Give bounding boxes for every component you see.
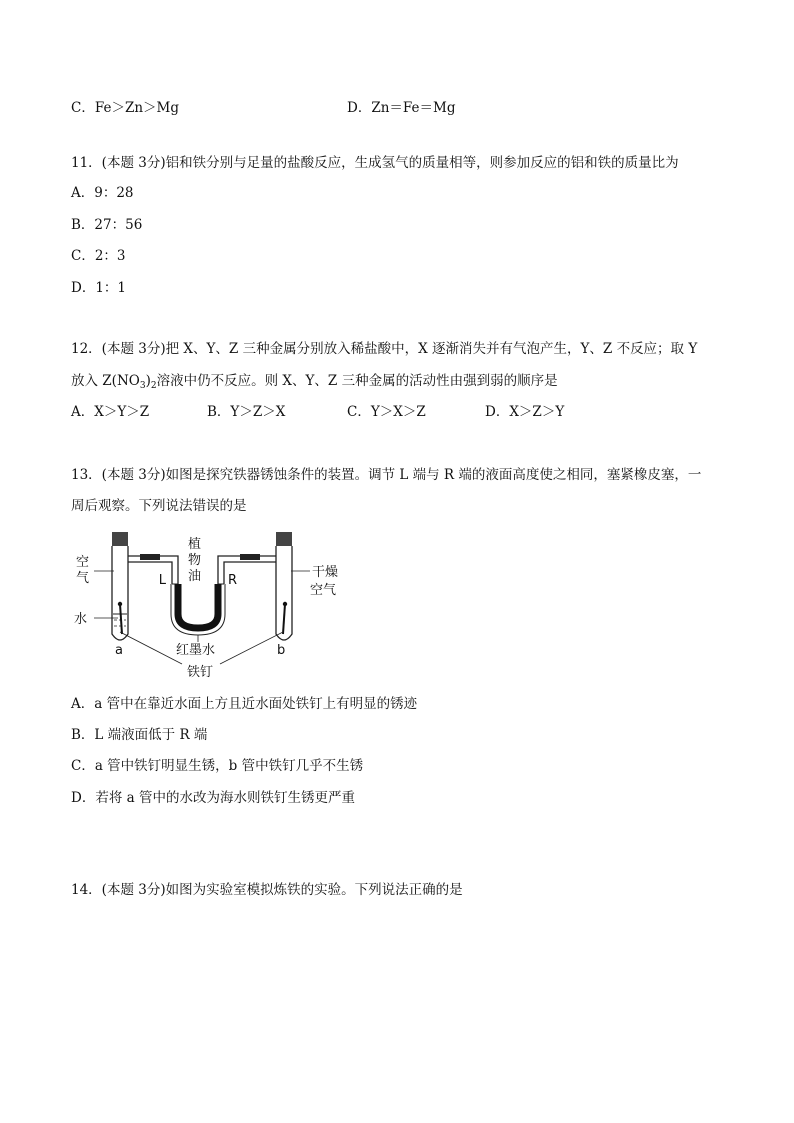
q11-option-d: D．1：1 xyxy=(71,280,127,296)
q10-option-d: D．Zn＝Fe＝Mg xyxy=(347,100,456,116)
q12-option-c: C．Y＞X＞Z xyxy=(347,404,426,420)
q11-stem: 11．(本题 3分)铝和铁分别与足量的盐酸反应，生成氢气的质量相等，则参加反应的铝和铁的质量比为 xyxy=(71,155,679,171)
nail-b xyxy=(283,604,285,634)
nail-a xyxy=(120,604,122,634)
u-tube-red-ink xyxy=(178,584,218,628)
q13-stem-line1: 13．(本题 3分)如图是探究铁器锈蚀条件的装置。调节 L 端与 R 端的液面高度使之相同，塞紧橡皮塞，一 xyxy=(71,467,702,483)
rubber-tube-right xyxy=(240,554,260,560)
label-R: R xyxy=(228,573,238,588)
stopper-a xyxy=(112,532,128,546)
q10-option-c: C．Fe＞Zn＞Mg xyxy=(71,100,179,116)
q11-option-c: C．2：3 xyxy=(71,248,126,264)
q12-stem-line2: 放入 $Z(NO_3)_2$溶液中仍不反应。则 X、Y、Z 三种金属的活动性由强到弱的顺序是 xyxy=(71,373,558,391)
label-veg-oil-2: 物 xyxy=(188,553,202,568)
q13-option-a: A．a 管中在靠近水面上方且近水面处铁钉上有明显的锈迹 xyxy=(71,696,418,712)
label-L: L xyxy=(158,573,166,588)
q14-stem: 14．(本题 3分)如图为实验室模拟炼铁的实验。下列说法正确的是 xyxy=(71,882,463,898)
label-air-1: 空 xyxy=(76,555,90,570)
label-red-ink: 红墨水 xyxy=(176,643,216,658)
label-b: b xyxy=(277,643,286,658)
label-veg-oil-1: 植 xyxy=(188,537,202,552)
rubber-tube-left xyxy=(140,554,160,560)
q12-stem-line1: 12．(本题 3分)把 X、Y、Z 三种金属分别放入稀盐酸中，X 逐渐消失并有气泡产生，Y、Z 不反应；取 Y xyxy=(71,341,698,357)
label-water: 水 xyxy=(74,612,88,627)
label-a: a xyxy=(115,643,123,658)
label-dry-air-1: 干燥 xyxy=(312,565,339,580)
q13-option-c: C．a 管中铁钉明显生锈，b 管中铁钉几乎不生锈 xyxy=(71,758,364,774)
label-dry-air-2: 空气 xyxy=(310,583,337,598)
label-veg-oil-3: 油 xyxy=(188,569,202,584)
q11-option-a: A．9：28 xyxy=(71,185,134,201)
label-air-2: 气 xyxy=(76,571,90,586)
q11-option-b: B．27：56 xyxy=(71,217,143,233)
q12-option-d: D．X＞Z＞Y xyxy=(485,404,565,420)
q13-option-b: B．L 端液面低于 R 端 xyxy=(71,727,208,743)
q12-option-b: B．Y＞Z＞X xyxy=(207,404,286,420)
rust-experiment-diagram xyxy=(70,526,360,686)
q12-option-a: A．X＞Y＞Z xyxy=(71,404,150,420)
stopper-b xyxy=(276,532,292,546)
q13-option-d: D．若将 a 管中的水改为海水则铁钉生锈更严重 xyxy=(71,790,355,806)
label-iron-nail: 铁钉 xyxy=(187,665,214,680)
q13-stem-line2: 周后观察。下列说法错误的是 xyxy=(71,498,247,514)
